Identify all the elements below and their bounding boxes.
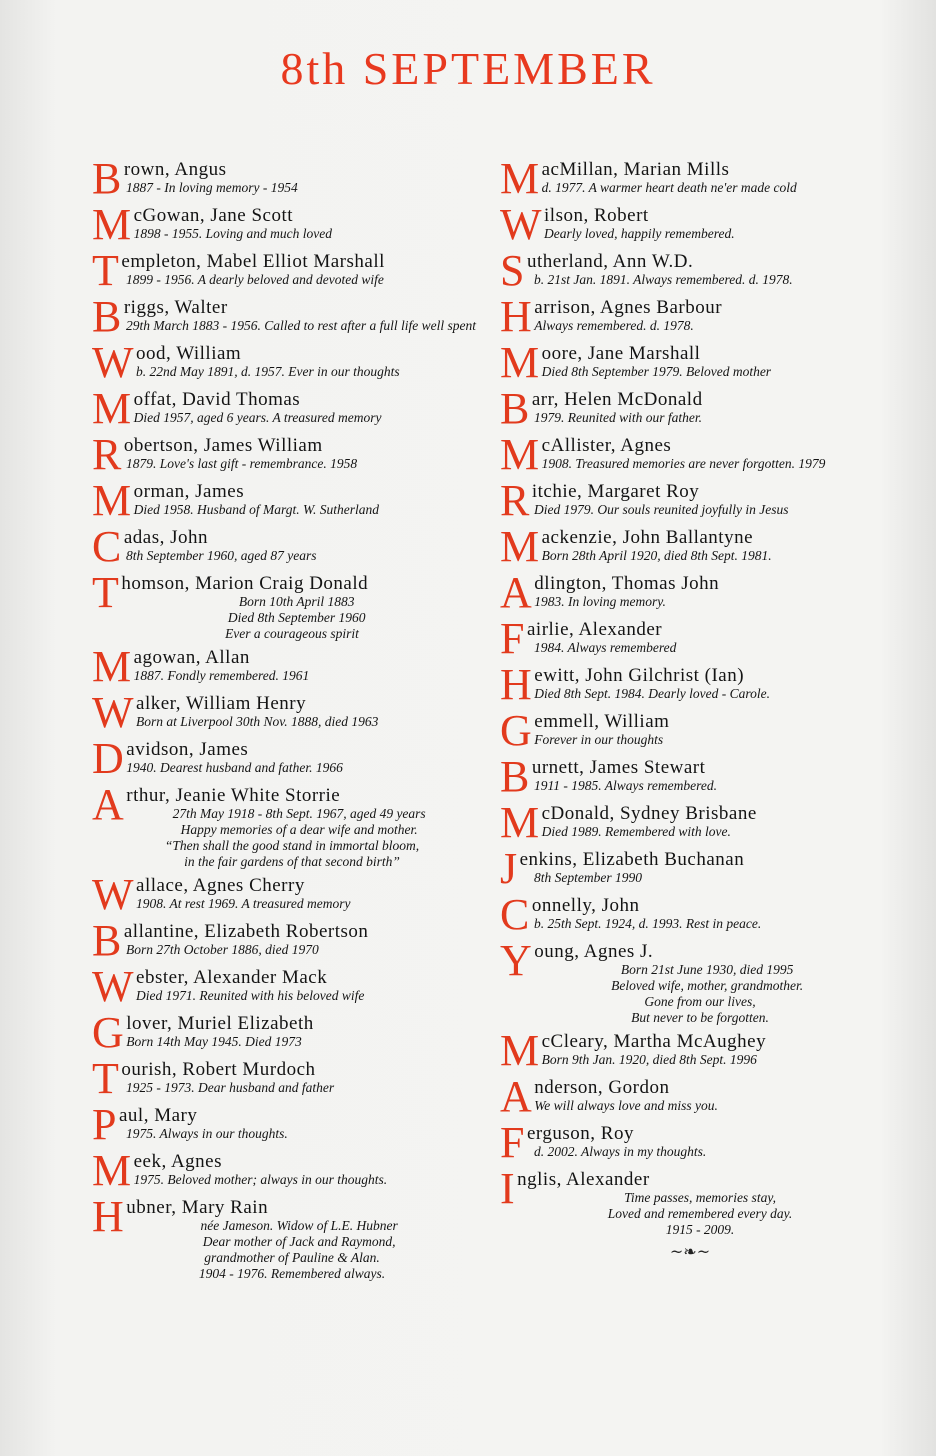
entry-name: Harrison, Agnes Barbour [500,292,723,341]
entry-inscription: Beloved wife, mother, grandmother. [611,978,804,993]
entry-name: Arthur, Jeanie White Storrie [92,780,341,829]
entry-inscription: née Jameson. Widow of L.E. Hubner [200,1218,398,1233]
entry-inscription: 8th September 1960, aged 87 years [126,548,317,563]
entry-inscription: 1975. Beloved mother; always in our thoughts. [133,1172,388,1187]
memorial-entry [92,384,472,433]
memorial-entry [500,522,880,571]
entry-inscription: Born 14th May 1945. Died 1973 [126,1034,302,1049]
entry-inscription: 1940. Dearest husband and father. 1966 [126,760,343,775]
memorial-entry [92,430,472,479]
entry-name: Wilson, Robert [500,200,649,249]
entry-inscription: Born 9th Jan. 1920, died 8th Sept. 1996 [541,1052,757,1067]
page-title: 8th SEPTEMBER [280,43,656,94]
entry-name: Robertson, James William [92,430,323,479]
entry-inscription: 1983. In loving memory. [534,594,666,609]
memorial-entry [500,338,880,387]
memorial-entry [92,1192,472,1282]
entry-name: McGowan, Jane Scott [92,200,294,249]
entry-name: Hewitt, John Gilchrist (Ian) [500,660,745,709]
entry-name: Anderson, Gordon [500,1072,670,1121]
entry-inscription: Born 27th October 1886, died 1970 [126,942,319,957]
entry-name: Webster, Alexander Mack [92,962,328,1011]
entry-inscription: Dearly loved, happily remembered. [544,226,735,241]
entry-inscription: Dear mother of Jack and Raymond, [202,1234,396,1249]
memorial-entry [92,870,472,919]
entry-name: Moore, Jane Marshall [500,338,701,387]
memorial-entry [500,798,880,847]
entry-name: Thomson, Marion Craig Donald [92,568,369,617]
memorial-entry [500,292,880,341]
entry-name: Morman, James [92,476,245,525]
entry-name: Young, Agnes J. [500,936,654,985]
entry-inscription: 1908. At rest 1969. A treasured memory [136,896,351,911]
memorial-entry [92,246,472,295]
memorial-entry [92,1100,472,1149]
entry-inscription: We will always love and miss you. [534,1098,718,1113]
entry-inscription: 1984. Always remembered [534,640,677,655]
memorial-entry [500,476,880,525]
memorial-entry [92,642,472,691]
entry-name: Ritchie, Margaret Roy [500,476,700,525]
entry-inscription: d. 1977. A warmer heart death ne'er made cold [541,180,797,195]
entry-inscription: Forever in our thoughts [534,732,664,747]
entry-name: Hubner, Mary Rain [92,1192,269,1241]
entry-inscription: 1925 - 1973. Dear husband and father [126,1080,335,1095]
memorial-entry [92,568,472,642]
memorial-entry [92,200,472,249]
entry-inscription: 1979. Reunited with our father. [534,410,702,425]
memorial-entry [500,660,880,709]
entry-name: Davidson, James [92,734,249,783]
entry-inscription: grandmother of Pauline & Alan. [204,1250,380,1265]
entry-inscription: Born 21st June 1930, died 1995 [620,962,794,977]
entry-name: Briggs, Walter [92,292,228,341]
entry-inscription: 27th May 1918 - 8th Sept. 1967, aged 49 years [172,806,426,821]
memorial-entry [500,568,880,617]
entry-inscription: Born at Liverpool 30th Nov. 1888, died 1963 [136,714,379,729]
entry-name: Inglis, Alexander [500,1164,650,1213]
entry-inscription: b. 21st Jan. 1891. Always remembered. d. 1978. [534,272,793,287]
memorial-entry [500,1164,880,1238]
entry-name: Wood, William [92,338,242,387]
memorial-entry [500,1118,880,1167]
entry-name: Barr, Helen McDonald [500,384,703,433]
memorial-entry [92,1146,472,1195]
entry-name: Mackenzie, John Ballantyne [500,522,754,571]
memorial-entry [500,936,880,1026]
entry-inscription: Died 8th Sept. 1984. Dearly loved - Carole. [534,686,770,701]
memorial-entry [500,614,880,663]
entry-inscription: Gone from our lives, [644,994,756,1009]
entry-name: Burnett, James Stewart [500,752,706,801]
memorial-entry [92,522,472,571]
memorial-entry [500,200,880,249]
entry-name: Jenkins, Elizabeth Buchanan [500,844,745,893]
memorial-entry [500,1072,880,1121]
memorial-entry [92,780,472,870]
entry-name: Connelly, John [500,890,640,939]
entry-inscription: 1887 - In loving memory - 1954 [126,180,298,195]
entry-inscription: 1904 - 1976. Remembered always. [198,1266,386,1281]
entry-name: McAllister, Agnes [500,430,672,479]
entry-inscription: 1908. Treasured memories are never forgotten. 1979 [541,456,826,471]
entry-name: MacMillan, Marian Mills [500,154,730,203]
memorial-entry [92,1054,472,1103]
entry-inscription: Died 1979. Our souls reunited joyfully in Jesus [534,502,789,517]
entry-inscription: Died 8th September 1960 [227,610,366,625]
memorial-entry [500,1026,880,1075]
memorial-entry [92,688,472,737]
entry-inscription: 1887. Fondly remembered. 1961 [133,668,310,683]
entry-inscription: Time passes, memories stay, [624,1190,776,1205]
entry-name: Moffat, David Thomas [92,384,301,433]
entry-inscription: Born 28th April 1920, died 8th Sept. 1981. [541,548,772,563]
entry-name: Magowan, Allan [92,642,250,691]
entry-name: Fairlie, Alexander [500,614,663,663]
entry-inscription: Always remembered. d. 1978. [534,318,694,333]
ornament-flourish: ~❧~ [669,1242,711,1261]
entry-inscription: 1975. Always in our thoughts. [126,1126,288,1141]
entry-inscription: 1898 - 1955. Loving and much loved [133,226,332,241]
entry-inscription: b. 25th Sept. 1924, d. 1993. Rest in peace. [534,916,762,931]
entry-inscription: Died 1971. Reunited with his beloved wife [136,988,365,1003]
entry-inscription: 1915 - 2009. [665,1222,735,1237]
entry-inscription: 29th March 1883 - 1956. Called to rest after a full life well spent [126,318,476,333]
entry-inscription: 1899 - 1956. A dearly beloved and devoted wife [126,272,384,287]
memorial-entry [500,154,880,203]
entry-name: Brown, Angus [92,154,227,203]
memorial-entry [92,916,472,965]
memorial-entry [500,246,880,295]
entry-inscription: b. 22nd May 1891, d. 1957. Ever in our thoughts [136,364,400,379]
entry-name: Templeton, Mabel Elliot Marshall [92,246,385,295]
entry-name: Ferguson, Roy [500,1118,634,1167]
entry-name: McDonald, Sydney Brisbane [500,798,757,847]
entry-inscription: Loved and remembered every day. [607,1206,793,1221]
memorial-entry [500,384,880,433]
entry-inscription: “Then shall the good stand in immortal bloom, [164,838,420,853]
entry-inscription: But never to be forgotten. [631,1010,769,1025]
entry-name: Cadas, John [92,522,209,571]
memorial-entry [500,890,880,939]
memorial-entry [92,734,472,783]
left-column [92,154,476,1288]
entry-inscription: Ever a courageous spirit [225,626,359,641]
entry-name: Paul, Mary [92,1100,198,1149]
memorial-entry [92,476,472,525]
memorial-entry [92,154,472,203]
entry-name: Meek, Agnes [92,1146,222,1195]
entry-name: Sutherland, Ann W.D. [500,246,694,295]
memorial-entry [92,1008,472,1057]
entry-inscription: in the fair gardens of that second birth” [184,854,400,869]
entry-inscription: Died 1989. Remembered with love. [541,824,731,839]
entry-name: McCleary, Martha McAughey [500,1026,767,1075]
entry-inscription: Died 8th September 1979. Beloved mother [541,364,772,379]
right-column [500,154,880,1261]
entry-name: Gemmell, William [500,706,670,755]
entry-name: Walker, William Henry [92,688,307,737]
entry-inscription: 1879. Love's last gift - remembrance. 1958 [126,456,358,471]
memorial-entry [500,752,880,801]
memorial-entry [500,844,880,893]
entry-name: Ballantine, Elizabeth Robertson [92,916,369,965]
entry-inscription: Happy memories of a dear wife and mother. [180,822,418,837]
memorial-entry [500,706,880,755]
memorial-entry [500,430,880,479]
entry-inscription: Died 1957, aged 6 years. A treasured memory [133,410,382,425]
entry-name: Tourish, Robert Murdoch [92,1054,316,1103]
memorial-entry [92,962,472,1011]
entry-inscription: 8th September 1990 [534,870,642,885]
entry-name: Adlington, Thomas John [500,568,720,617]
entry-inscription: 1911 - 1985. Always remembered. [534,778,717,793]
memorial-entry [92,338,472,387]
memorial-entry [92,292,476,341]
entry-inscription: Born 10th April 1883 [238,594,355,609]
entry-name: Glover, Muriel Elizabeth [92,1008,314,1057]
entry-inscription: d. 2002. Always in my thoughts. [534,1144,707,1159]
entry-inscription: Died 1958. Husband of Margt. W. Sutherland [133,502,379,517]
entry-name: Wallace, Agnes Cherry [92,870,305,919]
